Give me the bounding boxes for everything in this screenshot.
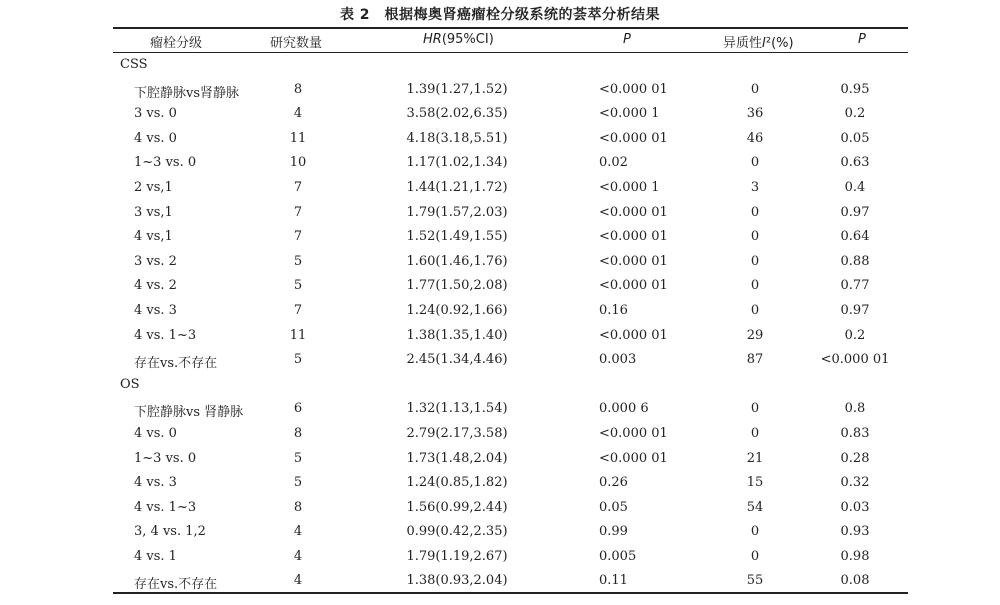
- table-row: [0, 324, 1000, 349]
- cell-studies: 4: [293, 573, 303, 589]
- cell-hr: 1.38(0.93,2.04): [406, 573, 508, 589]
- cell-hr: 3.58(2.02,6.35): [406, 106, 508, 122]
- table-row: [0, 102, 1000, 127]
- cell-hr: 2.45(1.34,4.46): [406, 352, 508, 368]
- header-studies: 研究数量: [270, 36, 323, 51]
- cell-hr: 1.24(0.92,1.66): [406, 302, 508, 318]
- table-row: [0, 447, 1000, 472]
- cell-i2: 0: [750, 229, 760, 245]
- cell-hr: 1.39(1.27,1.52): [406, 81, 508, 97]
- group-row: [0, 53, 1000, 78]
- table-row: [0, 201, 1000, 226]
- cell-studies: 5: [293, 450, 303, 466]
- cell-p: <0.000 01: [599, 253, 668, 269]
- cell-studies: 7: [293, 179, 303, 195]
- cell-grade: 4 vs. 2: [134, 278, 177, 294]
- cell-p2: 0.93: [840, 524, 870, 540]
- cell-p: <0.000 01: [599, 130, 668, 146]
- table-row: [0, 545, 1000, 570]
- cell-i2: 55: [746, 573, 764, 589]
- cell-p2: 0.32: [840, 475, 870, 491]
- table-row: [0, 225, 1000, 250]
- table-row: [0, 274, 1000, 299]
- cell-hr: 2.79(2.17,3.58): [406, 425, 508, 441]
- cell-i2: 0: [750, 548, 760, 564]
- cell-i2: 0: [750, 81, 760, 97]
- table-top-rule: [113, 27, 908, 29]
- cell-hr: 1.79(1.57,2.03): [406, 204, 508, 220]
- cell-p2: 0.28: [840, 450, 870, 466]
- cell-hr: 1.77(1.50,2.08): [406, 278, 508, 294]
- table-row: [0, 127, 1000, 152]
- cell-i2: 36: [746, 106, 764, 122]
- cell-p: 0.05: [599, 499, 628, 515]
- cell-studies: 4: [293, 548, 303, 564]
- cell-i2: 0: [750, 155, 760, 171]
- cell-studies: 5: [293, 352, 303, 368]
- cell-hr: 1.79(1.19,2.67): [406, 548, 508, 564]
- cell-hr: 1.44(1.21,1.72): [406, 179, 508, 195]
- cell-grade: 3 vs. 2: [134, 253, 177, 269]
- cell-p2: 0.77: [840, 278, 870, 294]
- table-row: [0, 520, 1000, 545]
- cell-studies: 5: [293, 253, 303, 269]
- cell-grade: 4 vs. 1~3: [134, 499, 197, 515]
- cell-studies: 8: [293, 81, 303, 97]
- cell-studies: 11: [289, 130, 307, 146]
- cell-studies: 11: [289, 327, 307, 343]
- cell-p: 0.11: [599, 573, 628, 589]
- table-row: [0, 78, 1000, 103]
- cell-studies: 7: [293, 229, 303, 245]
- cell-i2: 0: [750, 524, 760, 540]
- cell-i2: 15: [746, 475, 764, 491]
- header-i2-suffix: ²(%): [765, 36, 794, 51]
- cell-studies: 8: [293, 425, 303, 441]
- cell-studies: 7: [293, 204, 303, 220]
- header-grade: 瘤栓分级: [150, 36, 203, 51]
- cell-studies: 4: [293, 524, 303, 540]
- cell-grade: 1~3 vs. 0: [134, 155, 197, 171]
- cell-studies: 8: [293, 499, 303, 515]
- cell-grade: 4 vs. 1~3: [134, 327, 197, 343]
- cell-p2: 0.97: [840, 302, 870, 318]
- table-row: [0, 151, 1000, 176]
- cell-i2: 0: [750, 401, 760, 417]
- cell-p2: 0.2: [844, 106, 866, 122]
- cell-grade: 4 vs. 3: [134, 302, 177, 318]
- cell-p2: 0.88: [840, 253, 870, 269]
- header-i2: [723, 32, 794, 51]
- group-label: OS: [120, 376, 140, 392]
- cell-grade: 3 vs. 0: [134, 106, 177, 122]
- table-row: [0, 348, 1000, 373]
- cell-grade: 3 vs,1: [134, 204, 173, 220]
- table-row: [0, 569, 1000, 594]
- table-row: [0, 496, 1000, 521]
- cell-p: 0.16: [599, 302, 628, 318]
- header-p: P: [623, 32, 631, 47]
- cell-hr: 1.38(1.35,1.40): [406, 327, 508, 343]
- table-row: [0, 299, 1000, 324]
- cell-p2: 0.64: [840, 229, 870, 245]
- cell-p2: 0.63: [840, 155, 870, 171]
- cell-p: 0.02: [599, 155, 628, 171]
- cell-p: 0.99: [599, 524, 628, 540]
- group-label: CSS: [120, 57, 148, 72]
- cell-p2: 0.4: [844, 179, 866, 195]
- cell-p: <0.000 1: [599, 106, 660, 122]
- cell-hr: 0.99(0.42,2.35): [406, 524, 508, 540]
- cell-grade: 3, 4 vs. 1,2: [134, 524, 206, 540]
- table-row: [0, 471, 1000, 496]
- table-row: [0, 176, 1000, 201]
- cell-hr: 1.56(0.99,2.44): [406, 499, 508, 515]
- table-caption: 表 2 根据梅奥肾癌瘤栓分级系统的荟萃分析结果: [339, 7, 661, 23]
- cell-p: <0.000 01: [599, 229, 668, 245]
- cell-hr: 4.18(3.18,5.51): [406, 130, 508, 146]
- cell-p2: 0.97: [840, 204, 870, 220]
- header-i2-prefix: 异质性: [723, 36, 763, 51]
- cell-p: 0.26: [599, 475, 628, 491]
- cell-p: <0.000 01: [599, 425, 668, 441]
- cell-grade: 4 vs. 0: [134, 425, 177, 441]
- cell-hr: 1.32(1.13,1.54): [406, 401, 508, 417]
- header-hr-rest: (95%CI): [441, 32, 494, 47]
- cell-hr: 1.73(1.48,2.04): [406, 450, 508, 466]
- cell-grade: 下腔静脉vs肾静脉: [134, 85, 240, 101]
- cell-grade: 4 vs. 3: [134, 475, 177, 491]
- cell-hr: 1.60(1.46,1.76): [406, 253, 508, 269]
- cell-p: 0.003: [599, 352, 637, 368]
- cell-hr: 1.24(0.85,1.82): [406, 475, 508, 491]
- cell-p: <0.000 01: [599, 204, 668, 220]
- cell-p2: 0.8: [844, 401, 866, 417]
- cell-grade: 1~3 vs. 0: [134, 450, 197, 466]
- cell-p2: 0.83: [840, 425, 870, 441]
- cell-grade: 存在vs.不存在: [134, 356, 218, 372]
- cell-studies: 5: [293, 278, 303, 294]
- cell-studies: 10: [289, 155, 307, 171]
- cell-studies: 6: [293, 401, 303, 417]
- cell-grade: 存在vs.不存在: [134, 577, 218, 593]
- cell-i2: 46: [746, 130, 764, 146]
- table-row: [0, 422, 1000, 447]
- cell-i2: 87: [746, 352, 764, 368]
- cell-p: <0.000 01: [599, 450, 668, 466]
- header-i2-italic: I: [762, 36, 766, 51]
- cell-i2: 0: [750, 253, 760, 269]
- cell-studies: 7: [293, 302, 303, 318]
- cell-p: 0.000 6: [599, 401, 649, 417]
- cell-i2: 54: [746, 499, 764, 515]
- header-hr-italic: HR: [423, 32, 442, 47]
- table-header: [113, 30, 908, 51]
- cell-i2: 29: [746, 327, 764, 343]
- cell-grade: 2 vs,1: [134, 179, 173, 195]
- cell-p2: 0.05: [840, 130, 870, 146]
- table-bottom-rule: [113, 592, 908, 594]
- table-row: [0, 397, 1000, 422]
- cell-hr: 1.17(1.02,1.34): [406, 155, 508, 171]
- cell-p2: 0.03: [840, 499, 870, 515]
- cell-p2: 0.08: [840, 573, 870, 589]
- cell-i2: 21: [746, 450, 764, 466]
- header-p2: P: [858, 32, 866, 47]
- table-body: [0, 53, 1000, 594]
- cell-studies: 4: [293, 106, 303, 122]
- cell-hr: 1.52(1.49,1.55): [406, 229, 508, 245]
- cell-p: <0.000 01: [599, 81, 668, 97]
- cell-p: <0.000 01: [599, 278, 668, 294]
- cell-p: <0.000 01: [599, 327, 668, 343]
- cell-i2: 0: [750, 425, 760, 441]
- table-row: [0, 250, 1000, 275]
- cell-i2: 0: [750, 278, 760, 294]
- cell-grade: 下腔静脉vs 肾静脉: [134, 405, 244, 421]
- group-row: [0, 373, 1000, 398]
- cell-p2: 0.95: [840, 81, 870, 97]
- cell-i2: 0: [750, 204, 760, 220]
- cell-i2: 0: [750, 302, 760, 318]
- cell-studies: 5: [293, 475, 303, 491]
- cell-p: <0.000 1: [599, 179, 660, 195]
- header-hr: [423, 32, 494, 47]
- cell-i2: 3: [750, 179, 760, 195]
- cell-grade: 4 vs,1: [134, 229, 173, 245]
- cell-p2: <0.000 01: [820, 352, 890, 368]
- cell-p2: 0.2: [844, 327, 866, 343]
- cell-grade: 4 vs. 1: [134, 548, 177, 564]
- cell-p: 0.005: [599, 548, 637, 564]
- cell-p2: 0.98: [840, 548, 870, 564]
- cell-grade: 4 vs. 0: [134, 130, 177, 146]
